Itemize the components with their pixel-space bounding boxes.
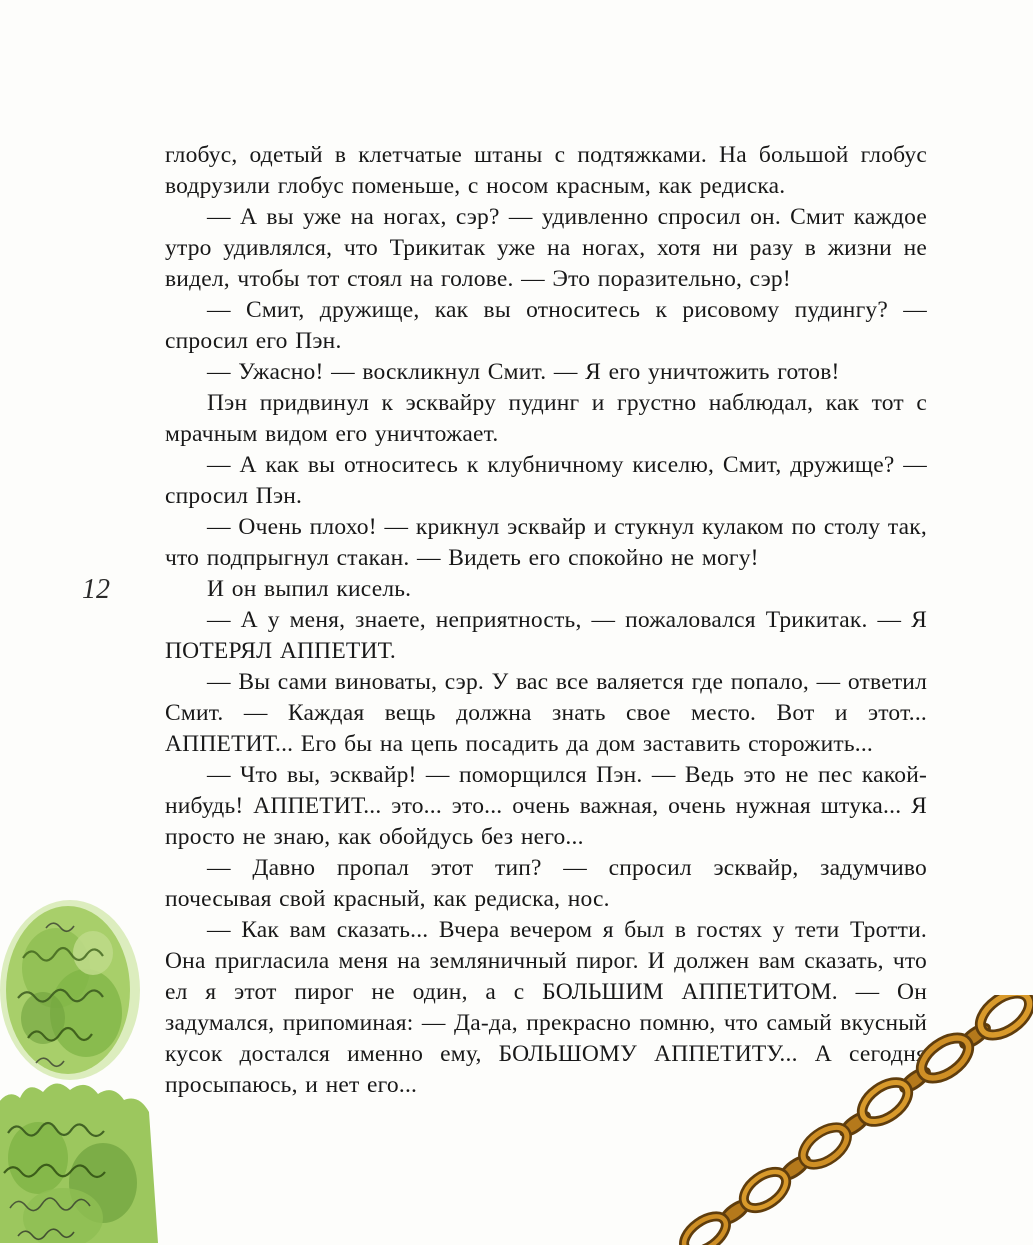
green-bush-illustration	[0, 898, 176, 1243]
paragraph: — Что вы, эсквайр! — поморщился Пэн. — Ведь это не пес какой-нибудь! АППЕТИТ... это... это... очень важная, очень нужная штука... Я просто не знаю, как обойдусь без него...	[165, 762, 927, 850]
golden-chain-illustration	[672, 995, 1033, 1245]
paragraph: И он выпил кисель.	[207, 576, 412, 602]
paragraph: — Очень плохо! — крикнул эсквайр и стукнул кулаком по столу так, что подпрыгнул стакан. — Видеть его спокойно не могу!	[165, 514, 927, 571]
paragraph: — Ужасно! — воскликнул Смит. — Я его уничтожить готов!	[207, 359, 840, 385]
text-block	[165, 140, 927, 1101]
paragraph: Пэн придвинул к эсквайру пудинг и грустно наблюдал, как тот с мрачным видом его уничтожает.	[165, 390, 927, 447]
paragraph: глобус, одетый в клетчатые штаны с подтяжками. На большой глобус водрузили глобус поменьше, с носом красным, как редиска.	[165, 142, 927, 199]
paragraph: — А как вы относитесь к клубничному киселю, Смит, дружище? — спросил Пэн.	[165, 452, 927, 509]
paragraph: — Давно пропал этот тип? — спросил эсквайр, задумчиво почесывая свой красный, как редиска, нос.	[165, 855, 927, 912]
paragraph: — А у меня, знаете, неприятность, — пожаловался Трикитак. — Я ПОТЕРЯЛ АППЕТИТ.	[165, 607, 927, 664]
page-number: 12	[82, 574, 110, 605]
paragraph: — Как вам сказать... Вчера вечером я был в гостях у тети Тротти. Она пригласила меня на земляничный пирог. И должен вам сказать, что ел я этот пирог не один, а с БОЛЬШИМ АППЕТИТОМ. — Он задумался, припоминая: — Да-да, прекрасно помню, что самый вкусный кусок достался именно ему, БОЛЬШОМУ АППЕТИТУ... А сегодня просыпаюсь, и нет его...	[165, 917, 927, 1098]
paragraph: — Вы сами виноваты, сэр. У вас все валяется где попало, — ответил Смит. — Каждая вещь должна знать свое место. Вот и этот... АППЕТИТ... Его бы на цепь посадить да дом заставить сторожить...	[165, 669, 927, 757]
paragraph: — Смит, дружище, как вы относитесь к рисовому пудингу? — спросил его Пэн.	[165, 297, 927, 354]
paragraph: — А вы уже на ногах, сэр? — удивленно спросил он. Смит каждое утро удивлялся, что Трикитак уже на ногах, хотя ни разу в жизни не видел, чтобы тот стоял на голове. — Это поразительно, сэр!	[165, 204, 927, 292]
